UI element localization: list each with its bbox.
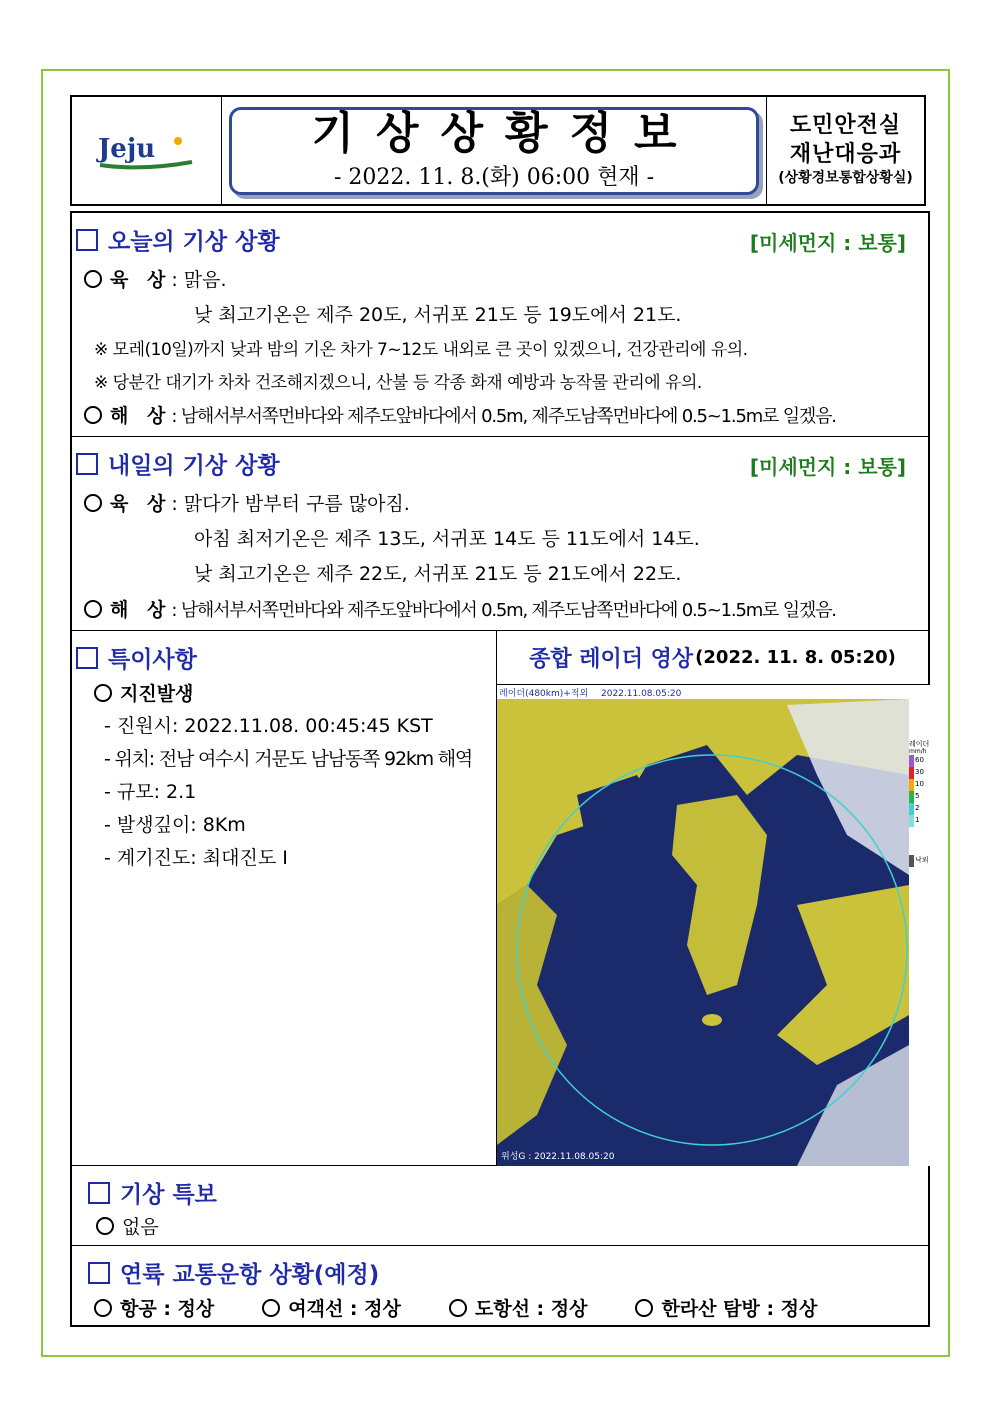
warning-text: 없음 (122, 1216, 159, 1238)
checkbox-icon (76, 453, 98, 475)
today-land (84, 265, 227, 292)
legend-item (909, 815, 930, 827)
circle-icon (84, 270, 102, 288)
today-note-1: ※ 모레(10일)까지 낮과 밤의 기온 차가 7~12도 내외로 큰 곳이 있겠으니, 건강관리에 유의. (94, 340, 748, 360)
section-title: 특이사항 (108, 647, 197, 673)
tomorrow-section (72, 437, 928, 631)
checkbox-icon (88, 1262, 110, 1284)
dept-name-1: 도민안전실 (789, 113, 902, 139)
sea-label: 해 상 (110, 599, 172, 621)
quake-time: - 진원시: 2022.11.08. 00:45:45 KST (104, 715, 433, 737)
traffic-text: 항공 : 정상 (120, 1298, 215, 1320)
section-title: 내일의 기상 상황 (108, 453, 280, 479)
radar-heading (497, 631, 928, 685)
radar-legend (909, 685, 930, 1166)
land-label: 육 상 (110, 493, 172, 515)
today-sea (84, 401, 836, 428)
traffic-text: 도항선 : 정상 (474, 1298, 588, 1320)
report-date: - 2022. 11. 8.(화) 06:00 현재 - (333, 165, 655, 191)
radar-caption: 레이더(480km)+적외 (499, 689, 589, 699)
legend-title: 레이더 (909, 740, 930, 748)
land-text: : 맑음. (171, 269, 227, 291)
section-title: 연륙 교통운항 상황(예정) (120, 1262, 380, 1288)
special-section (72, 631, 928, 1166)
legend-item (909, 803, 930, 815)
today-land-temp: 낮 최고기온은 제주 20도, 서귀포 21도 등 19도에서 21도. (194, 304, 682, 326)
department-cell (767, 97, 924, 204)
traffic-section (72, 1246, 928, 1325)
sea-text: : 남해서부서쪽먼바다와 제주도앞바다에서 0.5m, 제주도남쪽먼바다에 0.5~1.5m로 일겠음. (171, 600, 836, 621)
report-body (70, 211, 930, 1327)
traffic-air (94, 1294, 214, 1321)
special-notes (72, 631, 497, 1165)
quake-depth: - 발생깊이: 8Km (104, 814, 246, 836)
legend-value: 10 (915, 780, 924, 789)
circle-icon (449, 1299, 467, 1317)
legend-value: 낙뢰 (915, 856, 929, 865)
circle-icon (94, 1299, 112, 1317)
radar-time: (2022. 11. 8. 05:20) (695, 647, 896, 668)
legend-value: 30 (915, 768, 924, 777)
title-box (229, 107, 759, 195)
circle-icon (84, 600, 102, 618)
special-heading (76, 641, 197, 674)
radar-panel (497, 631, 928, 1165)
checkbox-icon (76, 647, 98, 669)
circle-icon (94, 684, 112, 702)
legend-item (909, 767, 930, 779)
dept-name-3: (상황경보통합상황실) (778, 170, 913, 187)
circle-icon (96, 1217, 114, 1235)
checkbox-icon (76, 229, 98, 251)
tomorrow-land-max: 낮 최고기온은 제주 22도, 서귀포 21도 등 21도에서 22도. (194, 563, 682, 585)
section-title: 오늘의 기상 상황 (108, 229, 280, 255)
tomorrow-sea (84, 595, 836, 622)
legend-item (909, 855, 930, 867)
section-title: 기상 특보 (120, 1182, 217, 1208)
legend-value: 5 (915, 792, 920, 801)
radar-satellite-image (497, 685, 909, 1166)
warning-status (96, 1212, 159, 1239)
tomorrow-heading (76, 447, 280, 480)
traffic-text: 여객선 : 정상 (288, 1298, 401, 1320)
report-header (70, 95, 926, 206)
main-title: 기상상황정보 (311, 107, 699, 159)
sea-label: 해 상 (110, 405, 172, 427)
warning-heading (88, 1176, 217, 1209)
sea-text: : 남해서부서쪽먼바다와 제주도앞바다에서 0.5m, 제주도남쪽먼바다에 0.5~1.5m로 일겠음. (171, 406, 836, 427)
today-heading (76, 223, 280, 256)
jeju-logo (72, 97, 222, 204)
circle-icon (84, 406, 102, 424)
radar-caption-time: 2022.11.08.05:20 (601, 689, 682, 699)
circle-icon (635, 1299, 653, 1317)
quake-location: - 위치: 전남 여수시 거문도 남남동쪽 92km 해역 (104, 748, 473, 770)
logo-text: Jeju (97, 133, 155, 164)
satellite-caption: 위성G : 2022.11.08.05:20 (501, 1152, 615, 1162)
traffic-ferry (262, 1294, 401, 1321)
land-text: : 맑다가 밤부터 구름 많아짐. (171, 493, 410, 515)
quake-magnitude: - 규모: 2.1 (104, 781, 197, 803)
legend-value: 1 (915, 816, 920, 825)
quake-intensity: - 계기진도: 최대진도 Ⅰ (104, 847, 288, 869)
radar-title: 종합 레이더 영상 (529, 647, 694, 672)
checkbox-icon (88, 1182, 110, 1204)
today-note-2: ※ 당분간 대기가 차차 건조해지겠으니, 산불 등 각종 화재 예방과 농작물 관리에 유의. (94, 373, 702, 393)
earthquake-title (94, 679, 193, 706)
land-label: 육 상 (110, 269, 172, 291)
event-label: 지진발생 (120, 683, 194, 705)
legend-value: 60 (915, 756, 924, 765)
tomorrow-land-min: 아침 최저기온은 제주 13도, 서귀포 14도 등 11도에서 14도. (194, 528, 700, 550)
today-section (72, 213, 928, 437)
jeju-logo-icon (92, 129, 202, 173)
legend-item (909, 791, 930, 803)
legend-unit: mm/h (909, 747, 927, 755)
traffic-text: 한라산 탐방 : 정상 (661, 1298, 818, 1320)
legend-value: 2 (915, 804, 920, 813)
traffic-heading (88, 1256, 379, 1289)
title-cell (222, 97, 767, 204)
legend-item (909, 755, 930, 767)
legend-item (909, 779, 930, 791)
warning-section (72, 1166, 928, 1246)
traffic-hallasan (635, 1294, 817, 1321)
circle-icon (262, 1299, 280, 1317)
dust-status: [미세먼지 : 보통] (749, 455, 906, 479)
dust-status: [미세먼지 : 보통] (749, 231, 906, 255)
tomorrow-land (84, 489, 410, 516)
dept-name-2: 재난대응과 (789, 141, 902, 167)
traffic-island-ferry (449, 1294, 588, 1321)
circle-icon (84, 494, 102, 512)
traffic-status-list (94, 1294, 865, 1321)
